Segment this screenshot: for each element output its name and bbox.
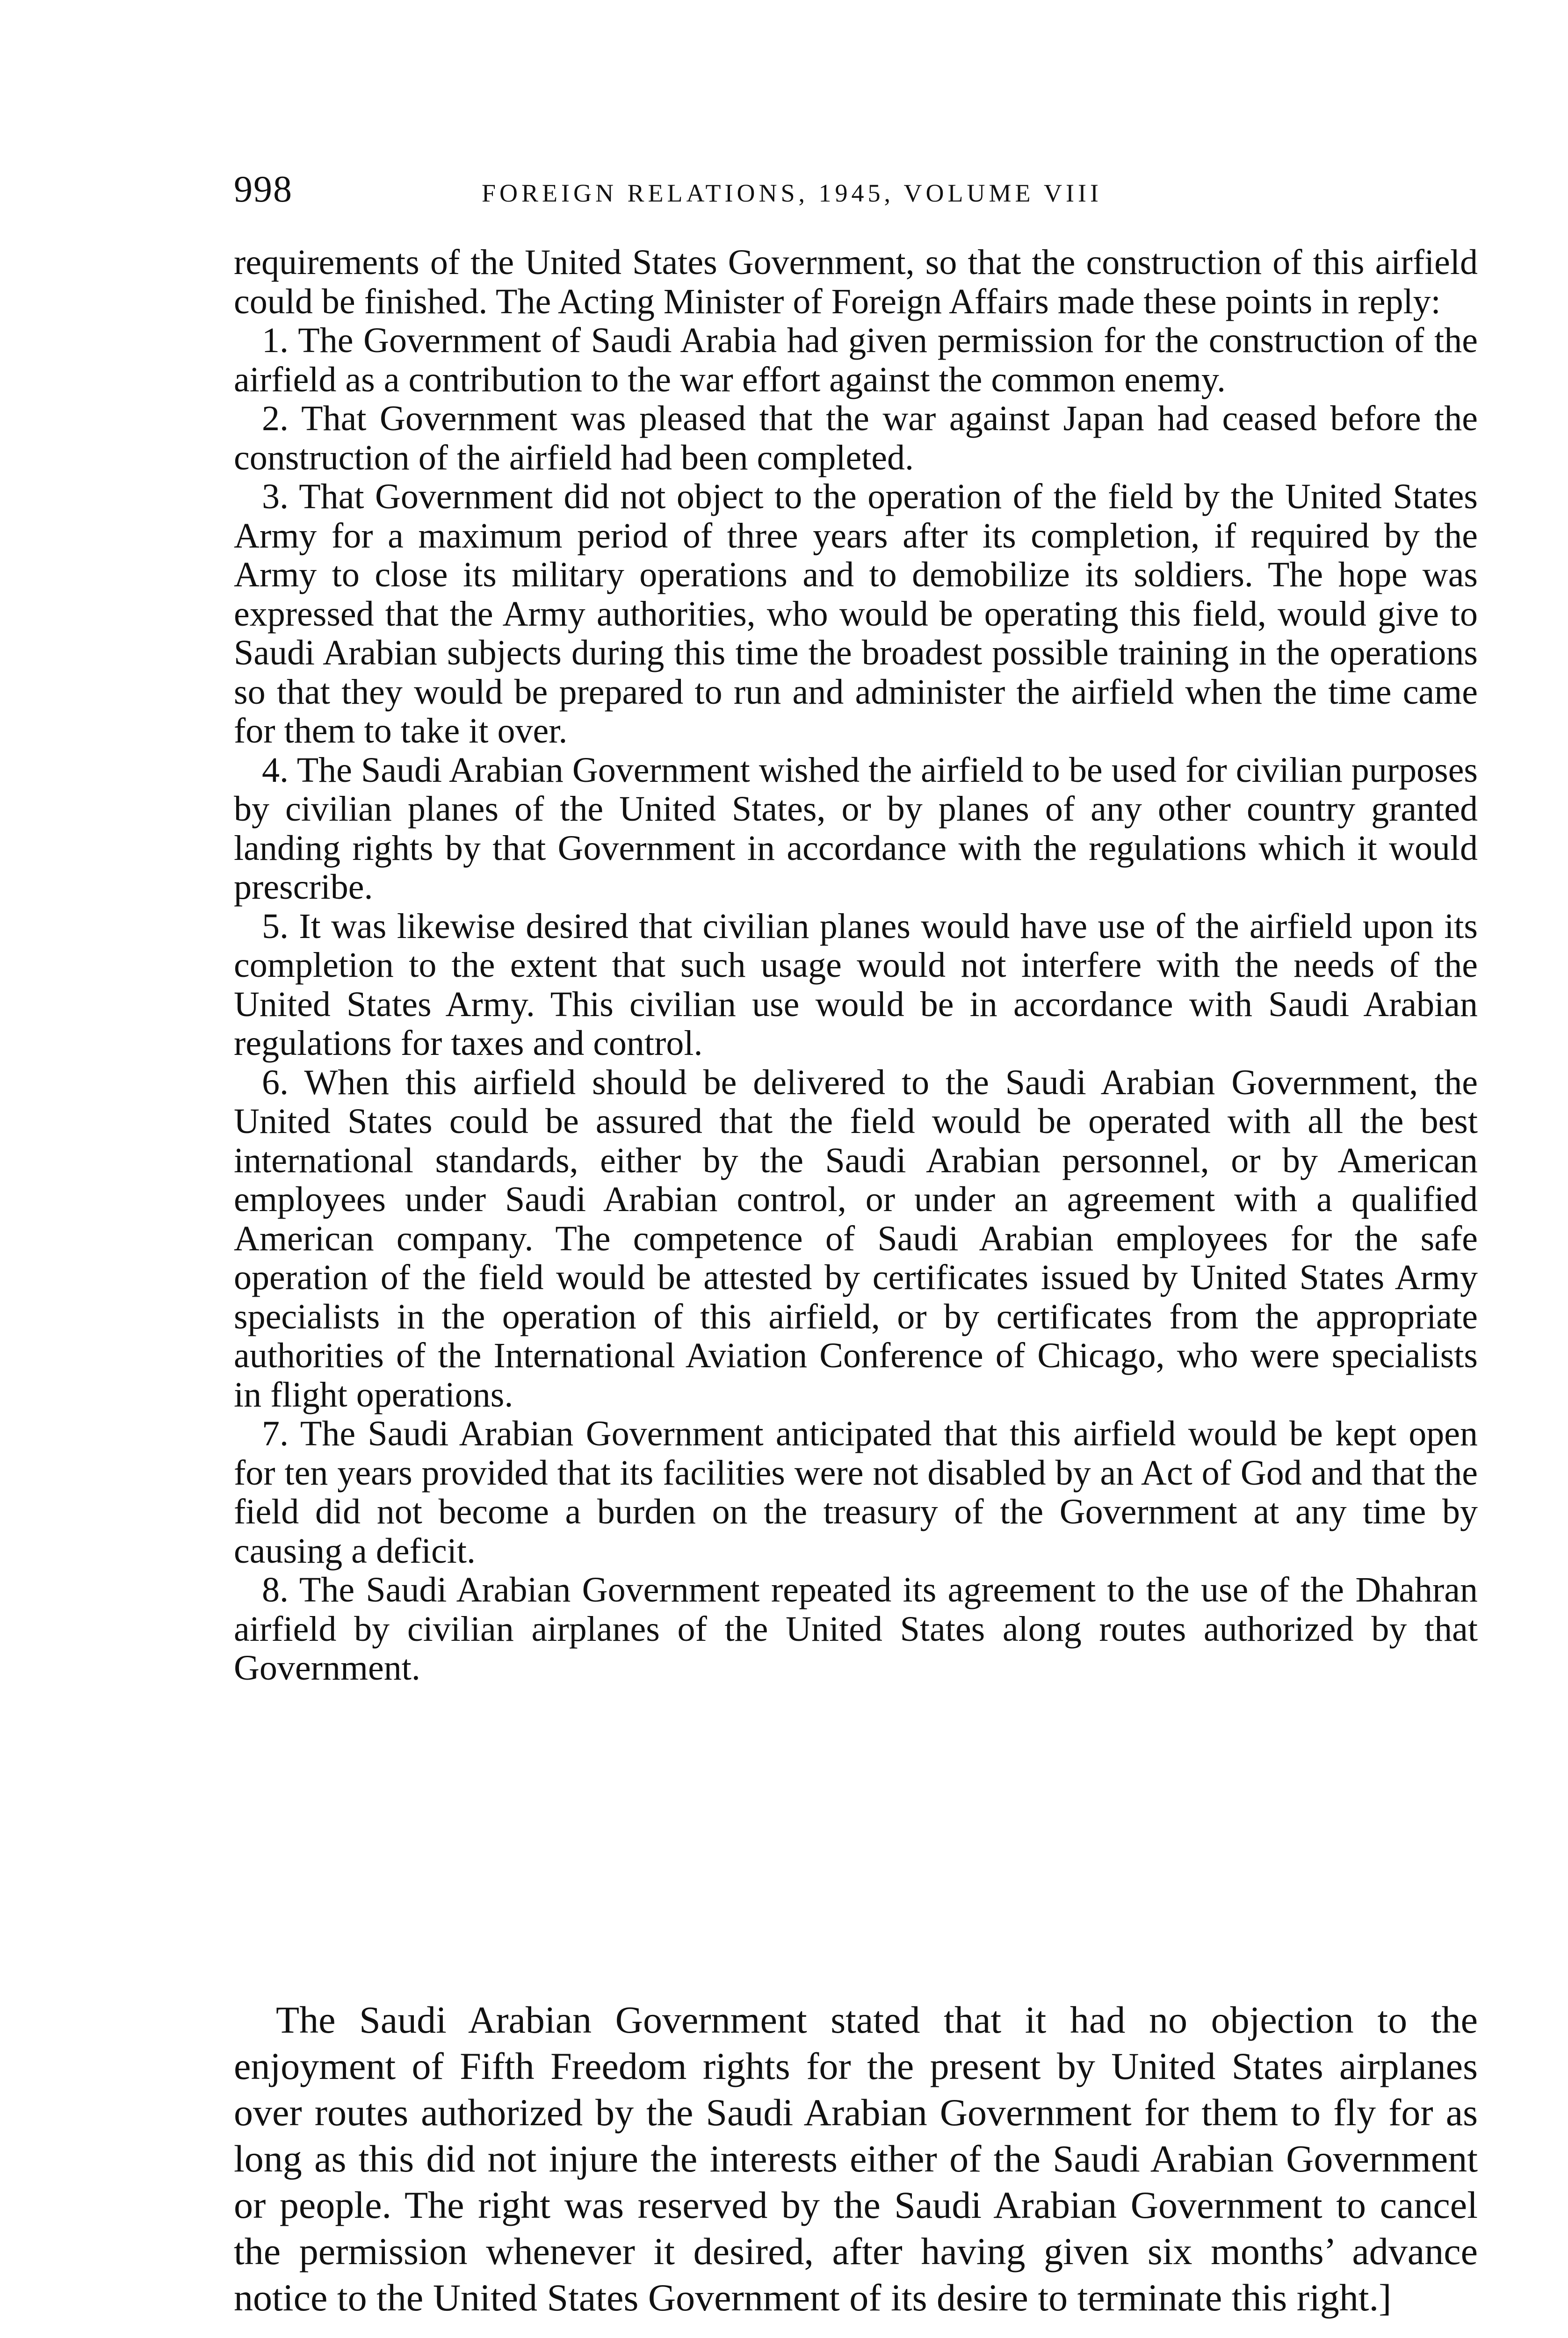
numbered-points-section (234, 243, 1478, 1688)
page-header (234, 168, 1478, 229)
point-1: 1. The Government of Saudi Arabia had given permission for the construction of the airfield as a contribution to the war effort against the common enemy. (234, 321, 1478, 399)
closing-section (234, 1997, 1478, 2321)
point-3: 3. That Government did not object to the operation of the field by the United States Army for a maximum period of three years after its completion, if required by the Army to close its military operations and to demobilize its soldiers. The hope was expressed that the Army authorities, who would be operating this field, would give to Saudi Arabian subjects during this time the broadest possible training in the operations so that they would be prepared to run and administer the airfield when the time came for them to take it over. (234, 477, 1478, 750)
point-5: 5. It was likewise desired that civilian planes would have use of the airfield upon its completion to the extent that such usage would not interfere with the needs of the United States Army. This civilian use would be in accordance with Saudi Arabian regulations for taxes and control. (234, 906, 1478, 1063)
point-4: 4. The Saudi Arabian Government wished the airfield to be used for civilian purposes by civilian planes of the United States, or by planes of any other country granted landing rights by that Government in accordance with the regulations which it would prescribe. (234, 750, 1478, 907)
running-head: FOREIGN RELATIONS, 1945, VOLUME VIII (482, 179, 1102, 207)
page-number: 998 (234, 169, 293, 210)
intro-paragraph: requirements of the United States Government, so that the construction of this airfield could be finished. The Acting Minister of Foreign Affairs made these points in reply: (234, 243, 1478, 321)
point-7: 7. The Saudi Arabian Government anticipated that this airfield would be kept open for ten years provided that its facilities were not disabled by an Act of God and that the field did not become a burden on the treasury of the Government at any time by causing a deficit. (234, 1414, 1478, 1571)
point-8: 8. The Saudi Arabian Government repeated its agreement to the use of the Dhahran airfield by civilian airplanes of the United States along routes authorized by that Government. (234, 1570, 1478, 1688)
point-2: 2. That Government was pleased that the war against Japan had ceased before the construction of the airfield had been completed. (234, 399, 1478, 477)
point-6: 6. When this airfield should be delivered to the Saudi Arabian Government, the United States could be assured that the field would be operated with all the best international standards, either by the Saudi Arabian personnel, or by American employees under Saudi Arabian control, or under an agreement with a qualified American company. The competence of Saudi Arabian employees for the safe operation of the field would be attested by certificates issued by United States Army specialists in the operation of this airfield, or by certificates from the appropriate authorities of the International Aviation Conference of Chicago, who were specialists in flight operations. (234, 1062, 1478, 1414)
closing-paragraph: The Saudi Arabian Government stated that it had no objection to the enjoyment of Fifth Freedom rights for the present by United States airplanes over routes authorized by the Saudi Arabian Government for them to fly for as long as this did not injure the interests either of the Saudi Arabian Government or people. The right was reserved by the Saudi Arabian Government to cancel the permission whenever it desired, after having given six months’ advance notice to the United States Government of its desire to terminate this right.] (234, 1999, 1478, 2319)
